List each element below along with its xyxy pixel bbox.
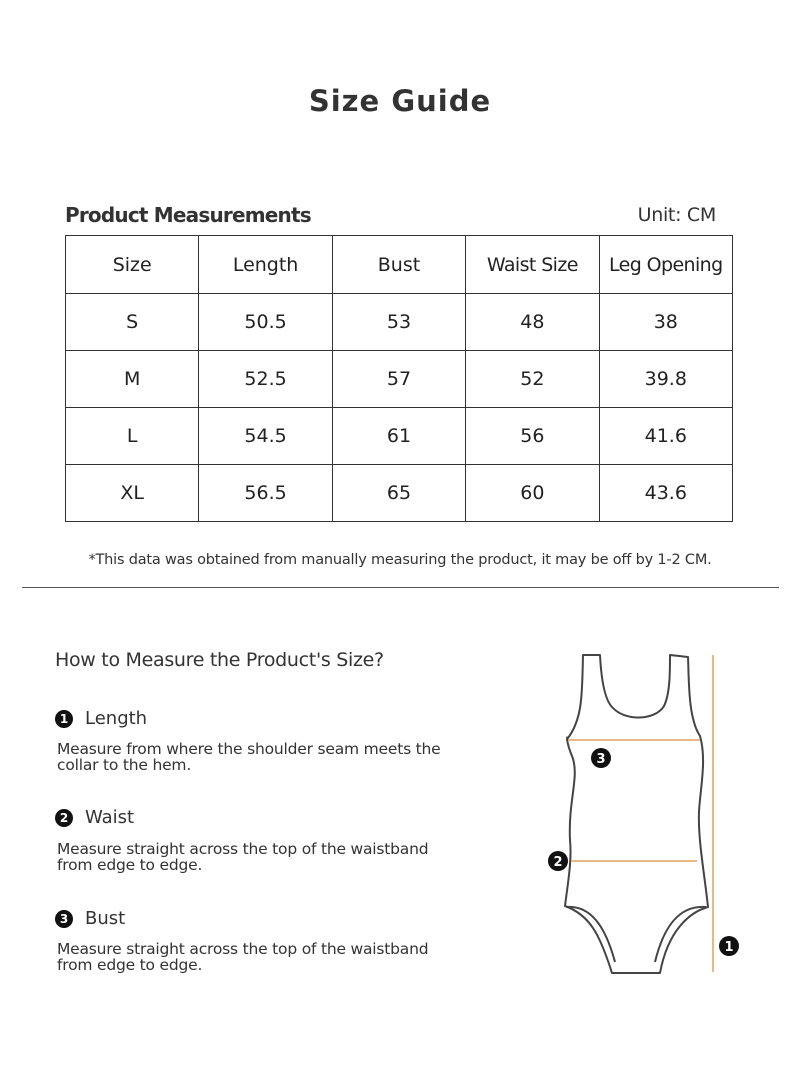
table-header-row xyxy=(66,236,733,294)
table-row xyxy=(66,465,733,522)
step-bust-heading xyxy=(55,908,125,929)
description-line: collar to the hem. xyxy=(57,756,192,774)
table-cell: 52.5 xyxy=(199,351,332,408)
header-size: Size xyxy=(66,236,199,294)
step-bust-description xyxy=(57,941,467,973)
measurement-note: *This data was obtained from manually measuring the product, it may be off by 1-2 CM. xyxy=(88,552,712,568)
header-waist-size: Waist Size xyxy=(466,236,599,294)
table-cell: 54.5 xyxy=(199,408,332,465)
table-cell: 38 xyxy=(599,294,732,351)
number-3-icon: 3 xyxy=(55,910,73,928)
step-waist-name: Waist xyxy=(85,807,135,828)
product-measurements-label: Product Measurements xyxy=(65,203,311,227)
header-length: Length xyxy=(199,236,332,294)
bodysuit-diagram xyxy=(530,640,770,985)
description-line: from edge to edge. xyxy=(57,856,203,874)
table-cell: 53 xyxy=(332,294,465,351)
table-row xyxy=(66,408,733,465)
table-cell: S xyxy=(66,294,199,351)
table-cell: 41.6 xyxy=(599,408,732,465)
marker-3-label: 3 xyxy=(596,752,606,767)
table-cell: L xyxy=(66,408,199,465)
table-cell: 65 xyxy=(332,465,465,522)
marker-1-icon xyxy=(719,936,739,956)
table-cell: XL xyxy=(66,465,199,522)
marker-3-icon xyxy=(591,748,611,768)
step-length-heading xyxy=(55,708,147,729)
header-leg-opening: Leg Opening xyxy=(599,236,732,294)
bodysuit-outline xyxy=(565,655,708,973)
step-length-description xyxy=(57,741,467,773)
step-bust-name: Bust xyxy=(85,908,126,929)
table-row xyxy=(66,351,733,408)
step-length-name: Length xyxy=(85,708,148,729)
table-cell: 56.5 xyxy=(199,465,332,522)
marker-2-label: 2 xyxy=(553,855,563,870)
description-line: Measure straight across the top of the waistband xyxy=(57,840,429,858)
description-line: from edge to edge. xyxy=(57,956,203,974)
description-line: Measure from where the shoulder seam meets the xyxy=(57,740,441,758)
table-cell: 60 xyxy=(466,465,599,522)
number-1-icon: 1 xyxy=(55,710,73,728)
table-cell: 48 xyxy=(466,294,599,351)
table-row xyxy=(66,294,733,351)
table-cell: 50.5 xyxy=(199,294,332,351)
table-cell: 52 xyxy=(466,351,599,408)
step-waist-heading xyxy=(55,807,134,828)
step-waist-description xyxy=(57,841,467,873)
section-divider xyxy=(22,587,779,588)
how-to-measure-title: How to Measure the Product's Size? xyxy=(55,649,384,671)
size-table xyxy=(65,235,733,522)
table-cell: 43.6 xyxy=(599,465,732,522)
header-bust: Bust xyxy=(332,236,465,294)
unit-label: Unit: CM xyxy=(637,204,716,226)
page-title: Size Guide xyxy=(308,84,492,118)
table-cell: 61 xyxy=(332,408,465,465)
description-line: Measure straight across the top of the waistband xyxy=(57,940,429,958)
number-2-icon: 2 xyxy=(55,809,73,827)
table-cell: 39.8 xyxy=(599,351,732,408)
table-cell: 57 xyxy=(332,351,465,408)
table-cell: M xyxy=(66,351,199,408)
marker-1-label: 1 xyxy=(724,940,734,955)
marker-2-icon xyxy=(548,851,568,871)
table-cell: 56 xyxy=(466,408,599,465)
